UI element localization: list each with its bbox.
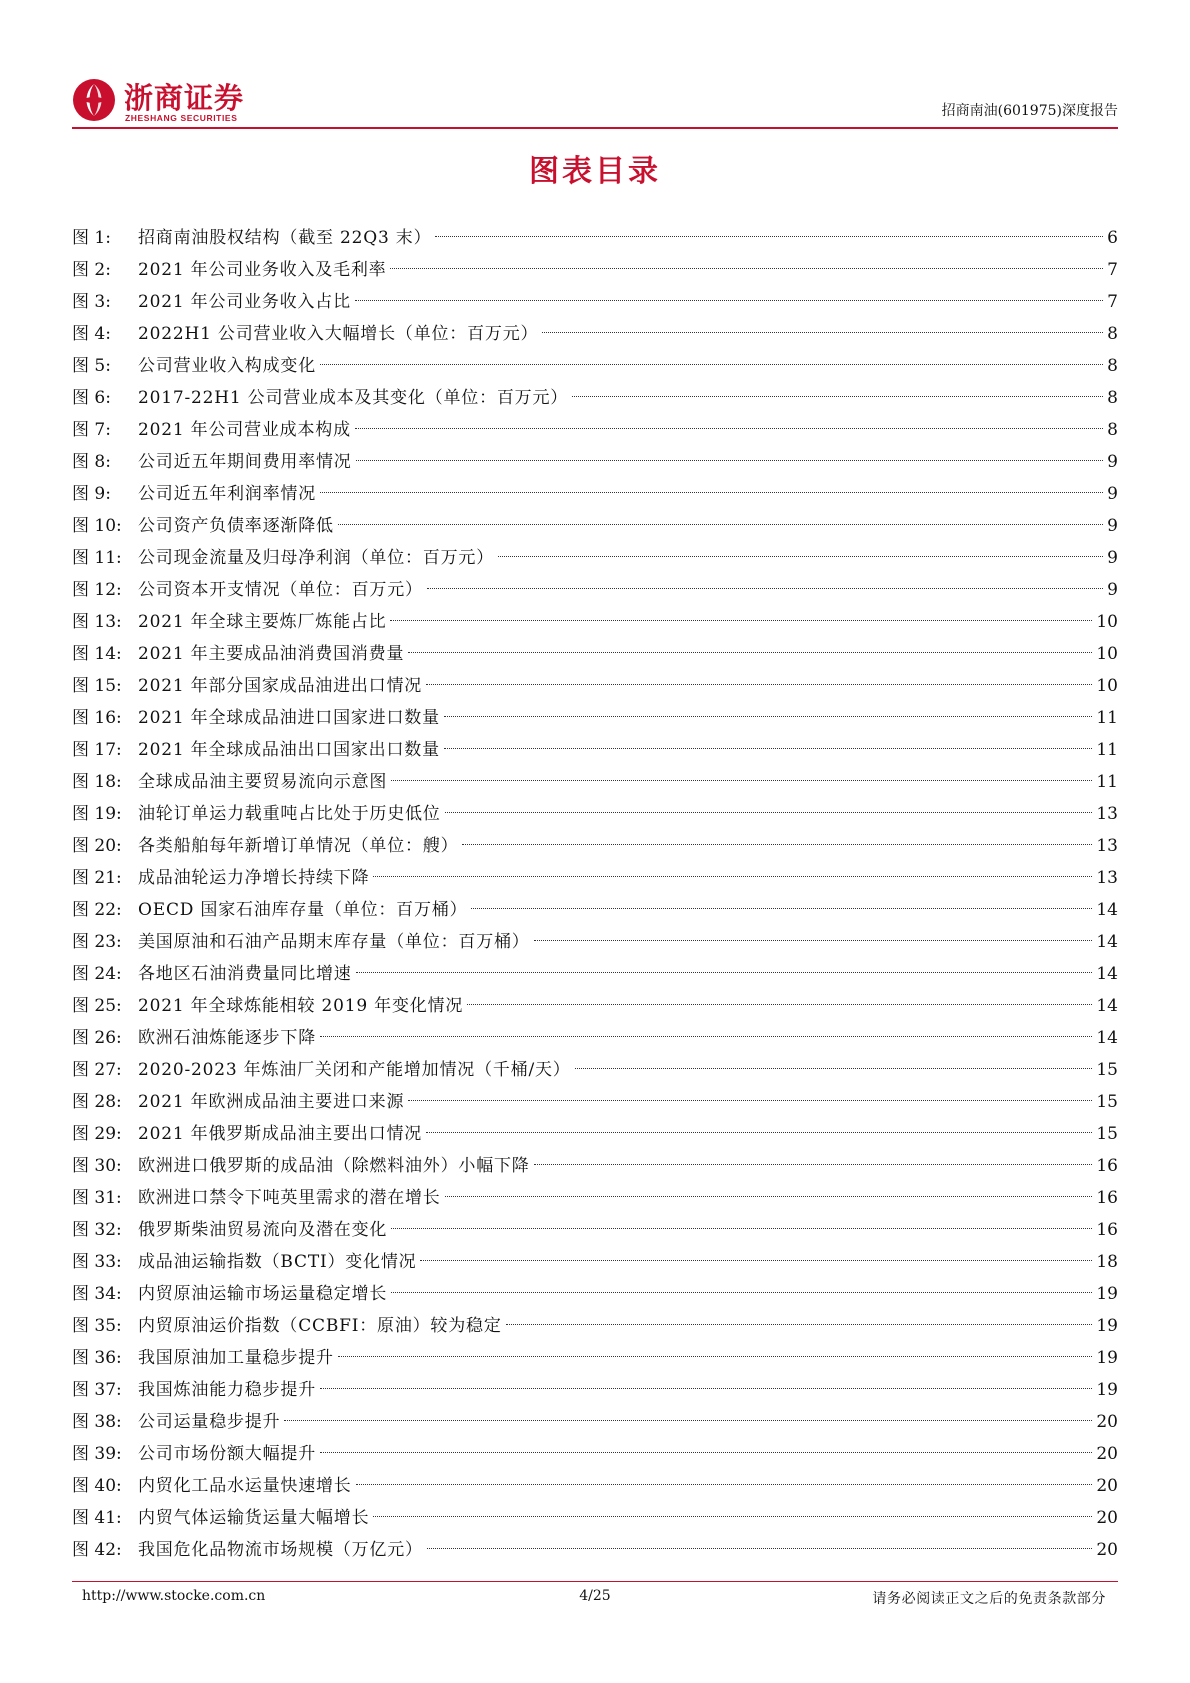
toc-entry[interactable] xyxy=(72,222,1118,254)
toc-leader-dots xyxy=(408,652,1092,653)
toc-entry-page[interactable]: 19 xyxy=(1096,1348,1118,1368)
toc-entry-label: 图 16: xyxy=(72,708,122,728)
toc-entry[interactable] xyxy=(72,1118,1118,1150)
toc-leader-dots xyxy=(338,1356,1093,1357)
toc-leader-dots xyxy=(445,1196,1093,1197)
toc-entry-label: 图 26: xyxy=(72,1028,122,1048)
toc-entry-page[interactable]: 10 xyxy=(1096,676,1118,696)
toc-entry-title[interactable]: 2021 年全球主要炼厂炼能占比 xyxy=(138,612,387,632)
toc-entry-title[interactable]: 欧洲进口禁令下吨英里需求的潜在增长 xyxy=(138,1188,441,1208)
toc-entry[interactable] xyxy=(72,830,1118,862)
toc-entry-label: 图 4: xyxy=(72,324,111,344)
toc-leader-dots xyxy=(427,1548,1093,1549)
page-footer xyxy=(72,1588,1118,1610)
toc-leader-dots xyxy=(284,1420,1092,1421)
toc-entry-page[interactable]: 14 xyxy=(1096,964,1118,984)
toc-entry[interactable] xyxy=(72,1406,1118,1438)
toc-entry[interactable] xyxy=(72,1374,1118,1406)
toc-entry-label: 图 19: xyxy=(72,804,122,824)
toc-entry-label: 图 9: xyxy=(72,484,111,504)
toc-entry[interactable] xyxy=(72,958,1118,990)
toc-entry-title[interactable]: 2021 年全球炼能相较 2019 年变化情况 xyxy=(138,996,464,1016)
company-logo xyxy=(72,74,302,126)
toc-entry[interactable] xyxy=(72,1150,1118,1182)
toc-entry-label: 图 28: xyxy=(72,1092,122,1112)
toc-entry-page[interactable]: 15 xyxy=(1096,1124,1118,1144)
toc-entry-title[interactable]: 2021 年部分国家成品油进出口情况 xyxy=(138,676,423,696)
toc-leader-dots xyxy=(471,908,1092,909)
toc-entry[interactable] xyxy=(72,766,1118,798)
toc-entry[interactable] xyxy=(72,318,1118,350)
toc-leader-dots xyxy=(320,1452,1092,1453)
toc-entry-label: 图 34: xyxy=(72,1284,122,1304)
logo-chinese-name: 浙商证券 xyxy=(124,81,245,115)
figure-toc-list xyxy=(72,222,1118,1566)
toc-entry-label: 图 1: xyxy=(72,228,111,248)
page-title: 图表目录 xyxy=(529,154,661,189)
toc-entry-title[interactable]: 2021 年公司业务收入占比 xyxy=(138,292,351,312)
toc-entry-label: 图 6: xyxy=(72,388,111,408)
toc-entry-label: 图 31: xyxy=(72,1188,122,1208)
toc-entry-page[interactable]: 15 xyxy=(1096,1092,1118,1112)
toc-entry[interactable] xyxy=(72,510,1118,542)
toc-entry-title[interactable]: 我国炼油能力稳步提升 xyxy=(138,1380,316,1400)
toc-entry-page[interactable]: 13 xyxy=(1096,868,1118,888)
toc-leader-dots xyxy=(426,1132,1092,1133)
toc-leader-dots xyxy=(534,1164,1093,1165)
toc-entry-page[interactable]: 11 xyxy=(1096,708,1118,728)
toc-entry-page[interactable]: 15 xyxy=(1096,1060,1118,1080)
toc-entry-title[interactable]: 公司营业收入构成变化 xyxy=(138,356,316,376)
toc-entry-page[interactable]: 18 xyxy=(1096,1252,1118,1272)
toc-entry[interactable] xyxy=(72,1086,1118,1118)
toc-entry[interactable] xyxy=(72,1438,1118,1470)
toc-entry[interactable] xyxy=(72,926,1118,958)
report-title: 招商南油(601975)深度报告 xyxy=(941,103,1118,119)
toc-entry-label: 图 11: xyxy=(72,548,122,568)
zheshang-logo-icon xyxy=(72,78,116,122)
toc-entry[interactable] xyxy=(72,1342,1118,1374)
toc-entry[interactable] xyxy=(72,1182,1118,1214)
toc-leader-dots xyxy=(373,1516,1092,1517)
toc-entry-title[interactable]: 公司市场份额大幅提升 xyxy=(138,1444,316,1464)
toc-entry[interactable] xyxy=(72,862,1118,894)
toc-entry-title[interactable]: 2021 年公司营业成本构成 xyxy=(138,420,351,440)
footer-divider xyxy=(72,1581,1118,1582)
toc-entry-page[interactable]: 8 xyxy=(1107,420,1118,440)
toc-entry-page[interactable]: 13 xyxy=(1096,836,1118,856)
toc-entry-page[interactable]: 9 xyxy=(1107,484,1118,504)
toc-leader-dots xyxy=(427,588,1103,589)
toc-entry-page[interactable]: 8 xyxy=(1107,388,1118,408)
toc-entry-page[interactable]: 13 xyxy=(1096,804,1118,824)
toc-entry-page[interactable]: 14 xyxy=(1096,900,1118,920)
toc-entry[interactable] xyxy=(72,1214,1118,1246)
toc-leader-dots xyxy=(355,428,1103,429)
toc-entry-title[interactable]: 欧洲进口俄罗斯的成品油（除燃料油外）小幅下降 xyxy=(138,1156,530,1176)
toc-entry-label: 图 29: xyxy=(72,1124,122,1144)
toc-entry-title[interactable]: 公司近五年利润率情况 xyxy=(138,484,316,504)
toc-entry-title[interactable]: 招商南油股权结构（截至 22Q3 末） xyxy=(138,228,432,248)
footer-url-link[interactable]: http://www.stocke.com.cn xyxy=(82,1588,266,1604)
toc-entry-label: 图 41: xyxy=(72,1508,122,1528)
toc-entry-title[interactable]: 公司现金流量及归母净利润（单位：百万元） xyxy=(138,548,494,568)
toc-leader-dots xyxy=(320,1388,1092,1389)
toc-leader-dots xyxy=(391,1292,1092,1293)
toc-entry-title[interactable]: 各类船舶每年新增订单情况（单位：艘） xyxy=(138,836,459,856)
toc-entry-page[interactable]: 16 xyxy=(1096,1220,1118,1240)
toc-leader-dots xyxy=(506,1324,1093,1325)
toc-entry-title[interactable]: 2021 年全球成品油进口国家进口数量 xyxy=(138,708,440,728)
toc-entry-page[interactable]: 20 xyxy=(1096,1476,1118,1496)
toc-entry-page[interactable]: 14 xyxy=(1096,996,1118,1016)
toc-entry-title[interactable]: 2021 年全球成品油出口国家出口数量 xyxy=(138,740,440,760)
toc-entry[interactable] xyxy=(72,1534,1118,1566)
toc-entry[interactable] xyxy=(72,1502,1118,1534)
toc-leader-dots xyxy=(572,396,1103,397)
toc-entry-page[interactable]: 9 xyxy=(1107,516,1118,536)
toc-entry-page[interactable]: 16 xyxy=(1096,1156,1118,1176)
toc-entry-label: 图 24: xyxy=(72,964,122,984)
toc-entry-label: 图 15: xyxy=(72,676,122,696)
toc-leader-dots xyxy=(320,492,1103,493)
toc-leader-dots xyxy=(444,748,1092,749)
toc-entry-title[interactable]: 内贸原油运价指数（CCBFI：原油）较为稳定 xyxy=(138,1316,502,1336)
toc-entry-title[interactable]: 2017-22H1 公司营业成本及其变化（单位：百万元） xyxy=(138,388,569,408)
toc-leader-dots xyxy=(542,332,1103,333)
toc-entry-title[interactable]: 2021 年俄罗斯成品油主要出口情况 xyxy=(138,1124,423,1144)
toc-leader-dots xyxy=(391,780,1092,781)
toc-entry-title[interactable]: 2020-2023 年炼油厂关闭和产能增加情况（千桶/天） xyxy=(138,1060,571,1080)
toc-entry-page[interactable]: 14 xyxy=(1096,932,1118,952)
toc-entry-label: 图 12: xyxy=(72,580,122,600)
toc-entry-label: 图 23: xyxy=(72,932,122,952)
toc-entry-title[interactable]: 内贸原油运输市场运量稳定增长 xyxy=(138,1284,388,1304)
toc-entry-title[interactable]: 2021 年主要成品油消费国消费量 xyxy=(138,644,405,664)
toc-entry-page[interactable]: 9 xyxy=(1107,548,1118,568)
toc-entry[interactable] xyxy=(72,254,1118,286)
toc-entry-page[interactable]: 19 xyxy=(1096,1284,1118,1304)
toc-entry-label: 图 30: xyxy=(72,1156,122,1176)
toc-entry[interactable] xyxy=(72,1054,1118,1086)
toc-entry-page[interactable]: 7 xyxy=(1107,292,1118,312)
toc-leader-dots xyxy=(420,1260,1092,1261)
toc-entry-page[interactable]: 9 xyxy=(1107,580,1118,600)
toc-entry-page[interactable]: 8 xyxy=(1107,324,1118,344)
toc-entry-page[interactable]: 11 xyxy=(1096,772,1118,792)
toc-leader-dots xyxy=(356,972,1093,973)
toc-entry-label: 图 5: xyxy=(72,356,111,376)
toc-entry[interactable] xyxy=(72,542,1118,574)
toc-entry-page[interactable]: 16 xyxy=(1096,1188,1118,1208)
toc-entry[interactable] xyxy=(72,1278,1118,1310)
toc-entry-label: 图 20: xyxy=(72,836,122,856)
toc-entry-label: 图 35: xyxy=(72,1316,122,1336)
toc-entry-label: 图 33: xyxy=(72,1252,122,1272)
toc-entry-title[interactable]: 内贸化工品水运量快速增长 xyxy=(138,1476,352,1496)
toc-entry-title[interactable]: 油轮订单运力载重吨占比处于历史低位 xyxy=(138,804,441,824)
toc-leader-dots xyxy=(408,1100,1092,1101)
toc-entry-page[interactable]: 10 xyxy=(1096,612,1118,632)
toc-entry[interactable] xyxy=(72,1022,1118,1054)
toc-entry[interactable] xyxy=(72,798,1118,830)
toc-entry-label: 图 27: xyxy=(72,1060,122,1080)
toc-entry-label: 图 21: xyxy=(72,868,122,888)
toc-entry-page[interactable]: 8 xyxy=(1107,356,1118,376)
toc-entry-label: 图 37: xyxy=(72,1380,122,1400)
toc-entry-page[interactable]: 10 xyxy=(1096,644,1118,664)
toc-entry-label: 图 3: xyxy=(72,292,111,312)
toc-entry-label: 图 42: xyxy=(72,1540,122,1560)
toc-leader-dots xyxy=(498,556,1103,557)
toc-entry-title[interactable]: 2021 年公司业务收入及毛利率 xyxy=(138,260,387,280)
toc-entry-title[interactable]: 欧洲石油炼能逐步下降 xyxy=(138,1028,316,1048)
toc-leader-dots xyxy=(467,1004,1092,1005)
toc-entry[interactable] xyxy=(72,478,1118,510)
toc-entry-label: 图 40: xyxy=(72,1476,122,1496)
toc-leader-dots xyxy=(320,1036,1092,1037)
toc-entry[interactable] xyxy=(72,382,1118,414)
toc-leader-dots xyxy=(435,236,1103,237)
toc-leader-dots xyxy=(355,300,1103,301)
toc-entry-label: 图 18: xyxy=(72,772,122,792)
toc-entry[interactable] xyxy=(72,1246,1118,1278)
toc-leader-dots xyxy=(356,460,1104,461)
toc-entry-title[interactable]: 公司资产负债率逐渐降低 xyxy=(138,516,334,536)
toc-entry[interactable] xyxy=(72,702,1118,734)
toc-entry-label: 图 17: xyxy=(72,740,122,760)
toc-entry[interactable] xyxy=(72,446,1118,478)
toc-entry-label: 图 22: xyxy=(72,900,122,920)
toc-entry[interactable] xyxy=(72,350,1118,382)
toc-entry[interactable] xyxy=(72,1310,1118,1342)
toc-entry-label: 图 25: xyxy=(72,996,122,1016)
toc-entry[interactable] xyxy=(72,734,1118,766)
toc-leader-dots xyxy=(390,268,1103,269)
toc-entry-title[interactable]: 全球成品油主要贸易流向示意图 xyxy=(138,772,388,792)
toc-leader-dots xyxy=(575,1068,1093,1069)
toc-entry-title[interactable]: 成品油轮运力净增长持续下降 xyxy=(138,868,370,888)
toc-entry-page[interactable]: 20 xyxy=(1096,1412,1118,1432)
toc-leader-dots xyxy=(462,844,1092,845)
toc-entry-label: 图 13: xyxy=(72,612,122,632)
toc-entry[interactable] xyxy=(72,574,1118,606)
toc-entry[interactable] xyxy=(72,1470,1118,1502)
toc-entry-label: 图 8: xyxy=(72,452,111,472)
toc-entry-label: 图 2: xyxy=(72,260,111,280)
toc-leader-dots xyxy=(444,716,1092,717)
toc-entry[interactable] xyxy=(72,990,1118,1022)
header-divider xyxy=(72,127,1118,129)
toc-entry[interactable] xyxy=(72,894,1118,926)
toc-entry-page[interactable]: 19 xyxy=(1096,1316,1118,1336)
toc-entry-page[interactable]: 9 xyxy=(1107,452,1118,472)
toc-entry-title[interactable]: 我国原油加工量稳步提升 xyxy=(138,1348,334,1368)
toc-leader-dots xyxy=(338,524,1103,525)
toc-entry-title[interactable]: 内贸气体运输货运量大幅增长 xyxy=(138,1508,370,1528)
toc-entry[interactable] xyxy=(72,286,1118,318)
toc-entry-label: 图 38: xyxy=(72,1412,122,1432)
toc-entry-title[interactable]: 成品油运输指数（BCTI）变化情况 xyxy=(138,1252,417,1272)
page-header xyxy=(72,74,1118,126)
toc-entry-page[interactable]: 14 xyxy=(1096,1028,1118,1048)
toc-entry-label: 图 39: xyxy=(72,1444,122,1464)
toc-leader-dots xyxy=(391,1228,1092,1229)
toc-entry-label: 图 36: xyxy=(72,1348,122,1368)
toc-leader-dots xyxy=(445,812,1093,813)
footer-page-number: 4/25 xyxy=(579,1588,611,1604)
toc-leader-dots xyxy=(426,684,1092,685)
toc-entry-label: 图 7: xyxy=(72,420,111,440)
toc-entry-title[interactable]: OECD 国家石油库存量（单位：百万桶） xyxy=(138,900,468,920)
toc-entry[interactable] xyxy=(72,606,1118,638)
toc-entry-title[interactable]: 各地区石油消费量同比增速 xyxy=(138,964,352,984)
toc-entry-title[interactable]: 公司资本开支情况（单位：百万元） xyxy=(138,580,423,600)
toc-entry-page[interactable]: 6 xyxy=(1107,228,1118,248)
toc-entry[interactable] xyxy=(72,414,1118,446)
toc-entry-title[interactable]: 美国原油和石油产品期末库存量（单位：百万桶） xyxy=(138,932,530,952)
toc-entry-title[interactable]: 俄罗斯柴油贸易流向及潜在变化 xyxy=(138,1220,388,1240)
toc-leader-dots xyxy=(320,364,1103,365)
toc-leader-dots xyxy=(373,876,1092,877)
toc-entry-page[interactable]: 19 xyxy=(1096,1380,1118,1400)
toc-entry-page[interactable]: 20 xyxy=(1096,1540,1118,1560)
toc-entry-page[interactable]: 7 xyxy=(1107,260,1118,280)
toc-entry-label: 图 32: xyxy=(72,1220,122,1240)
toc-entry-label: 图 10: xyxy=(72,516,122,536)
toc-entry-title[interactable]: 公司近五年期间费用率情况 xyxy=(138,452,352,472)
toc-entry-page[interactable]: 20 xyxy=(1096,1508,1118,1528)
toc-entry[interactable] xyxy=(72,670,1118,702)
toc-entry-title[interactable]: 我国危化品物流市场规模（万亿元） xyxy=(138,1540,423,1560)
logo-english-name: ZHESHANG SECURITIES xyxy=(125,113,238,123)
toc-entry-title[interactable]: 公司运量稳步提升 xyxy=(138,1412,281,1432)
toc-entry-title[interactable]: 2021 年欧洲成品油主要进口来源 xyxy=(138,1092,405,1112)
toc-entry[interactable] xyxy=(72,638,1118,670)
toc-entry-page[interactable]: 11 xyxy=(1096,740,1118,760)
toc-leader-dots xyxy=(356,1484,1093,1485)
footer-disclaimer: 请务必阅读正文之后的免责条款部分 xyxy=(872,1591,1106,1607)
toc-leader-dots xyxy=(390,620,1092,621)
toc-leader-dots xyxy=(534,940,1093,941)
toc-entry-title[interactable]: 2022H1 公司营业收入大幅增长（单位：百万元） xyxy=(138,324,539,344)
toc-entry-label: 图 14: xyxy=(72,644,122,664)
toc-entry-page[interactable]: 20 xyxy=(1096,1444,1118,1464)
